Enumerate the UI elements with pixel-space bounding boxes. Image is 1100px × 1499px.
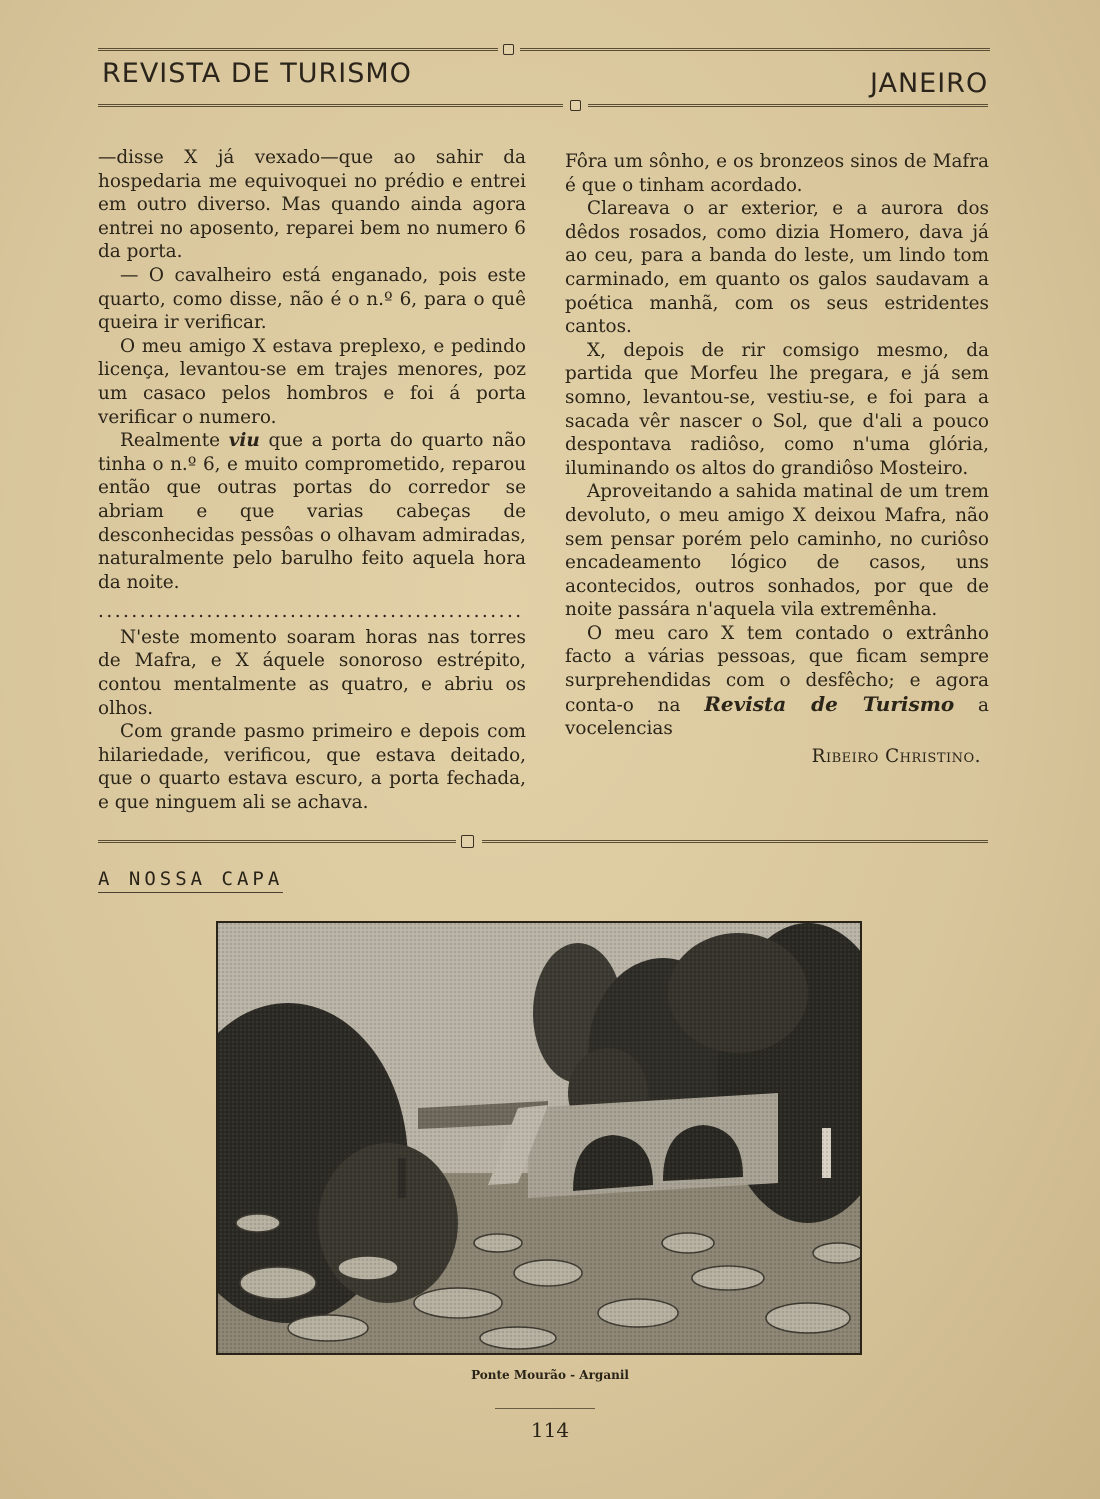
right-paragraph-4: Aproveitando a sahida matinal de um trem devoluto, o meu amigo X deixou Mafra, não sem pensar porém pelo caminho, no curiôso encadeamento lógico de casos, uns acontecidos, outros sonhados, por que de noite passára n'aquela vila extremênha.: [565, 481, 989, 621]
header-ornament-lower: [570, 100, 581, 111]
left-paragraph-4: [98, 429, 526, 594]
magazine-title: REVISTA DE TURISMO: [102, 58, 412, 89]
bridge-photograph: [216, 921, 862, 1355]
section-divider-right: [482, 840, 988, 843]
header-bottom-rule-right: [588, 104, 988, 107]
left-paragraph-2: — O cavalheiro está enganado, pois este quarto, como disse, não é o n.º 6, para o quê queira ir verificar.: [98, 264, 526, 334]
header-top-rule: [98, 48, 498, 51]
right-paragraph-3: X, depois de rir comsigo mesmo, da partida que Morfeu lhe pregara, e já sem somno, levantou-se, vestiu-se, e foi para a sacada vêr nascer o Sol, que d'ali a pouco despontava radiôso, como n'uma glória, iluminando os altos do grandiôso Mosteiro.: [565, 339, 989, 479]
author-signature: Ribeiro Christino.: [811, 745, 981, 767]
text-run: O meu caro X tem contado o extrânho facto a várias pessoas, que ficam sempre surprehendidas com o desfêcho; e agora conta-o na: [565, 622, 989, 716]
left-paragraph-1: —disse X já vexado—que ao sahir da hospedaria me equivoquei no prédio e entrei em outro diverso. Mas quando ainda agora entrei no aposento, reparei bem no numero 6 da porta.: [98, 147, 526, 263]
text-run: Realmente: [120, 430, 221, 452]
right-column: [565, 150, 989, 768]
right-paragraph-1: Fôra um sônho, e os bronzeos sinos de Mafra é que o tinham acordado.: [565, 151, 989, 196]
right-paragraph-5: [565, 622, 989, 741]
section-ornament: [461, 835, 474, 848]
right-paragraph-2: Clareava o ar exterior, e a aurora dos dêdos rosados, como dizia Homero, dava já ao ceu, para a banda do leste, um lindo tom carminado, em quanto os galos saudavam a poética manhã, com os seus estridentes cantos.: [565, 198, 989, 338]
header-ornament: [503, 44, 514, 55]
footer-rule: [495, 1408, 595, 1409]
header-bottom-rule: [98, 104, 563, 107]
photo-caption: Ponte Mourão - Arganil: [471, 1368, 629, 1382]
magazine-name-emphasis: Revista de Turismo: [704, 691, 955, 716]
header-top-rule-right: [520, 48, 990, 51]
left-paragraph-6: Com grande pasmo primeiro e depois com hilariedade, verificou, que estava deitado, que o quarto estava escuro, a porta fechada, e que ninguem ali se achava.: [98, 721, 526, 814]
dotted-separator: ...................................................: [98, 601, 524, 623]
section-divider: [98, 840, 456, 843]
page-number: 114: [530, 1418, 570, 1442]
emphasized-word: viu: [228, 430, 260, 452]
text-run: que a porta do quarto não tinha o n.º 6, e muito comprometido, reparou então que outras portas do corredor se abriam e que varias cabeças de desconhecidas pessôas o olhavam admiradas, naturalmente pelo barulho feito aquela hora da noite.: [98, 430, 526, 593]
section-title: A NOSSA CAPA: [98, 868, 283, 893]
left-paragraph-3: O meu amigo X estava preplexo, e pedindo licença, levantou-se em trajes menores, poz um casaco pelos hombros e foi á porta verificar o numero.: [98, 335, 526, 428]
issue-month: JANEIRO: [870, 68, 989, 99]
text-run: a vocelencias: [565, 694, 989, 740]
left-paragraph-5: N'este momento soaram horas nas torres de Mafra, e X áquele sonoroso estrépito, contou mentalmente as quatro, e abriu os olhos.: [98, 626, 526, 719]
photo-illustration: [218, 923, 860, 1353]
left-column: [98, 146, 526, 815]
